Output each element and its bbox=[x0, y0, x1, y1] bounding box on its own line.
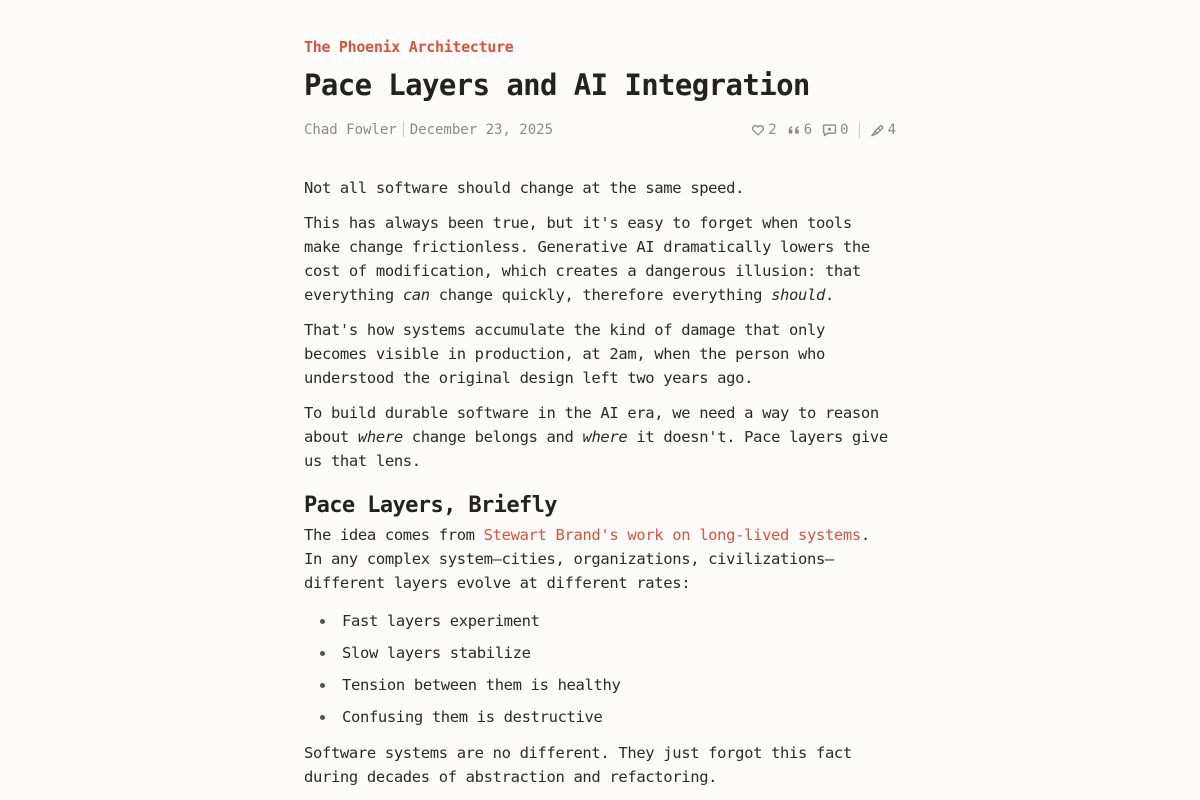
byline bbox=[304, 120, 553, 140]
paragraph-text: change quickly, therefore everything bbox=[429, 286, 772, 304]
paragraph-text: . In any complex system—cities, organizations, civilizations—different layers evolve at different rates: bbox=[304, 526, 870, 592]
publication-name[interactable]: The Phoenix Architecture bbox=[304, 38, 514, 56]
article bbox=[304, 36, 896, 800]
post-body bbox=[304, 176, 896, 789]
list-item: Tension between them is healthy bbox=[304, 673, 896, 697]
emphasis-text: where bbox=[357, 428, 403, 446]
list-item: Confusing them is destructive bbox=[304, 705, 896, 729]
emphasis-text: should bbox=[771, 286, 825, 304]
restack-button[interactable] bbox=[787, 120, 812, 140]
restack-count: 6 bbox=[803, 122, 813, 138]
paragraph-text: The idea comes from bbox=[304, 526, 484, 544]
byline-divider bbox=[403, 121, 404, 137]
post-stats bbox=[751, 120, 896, 140]
post-title: Pace Layers and AI Integration bbox=[304, 68, 810, 102]
emphasis-text: can bbox=[402, 286, 430, 304]
post-meta bbox=[304, 120, 896, 140]
comment-icon bbox=[822, 123, 837, 137]
share-button[interactable] bbox=[870, 120, 896, 140]
bullet-list bbox=[304, 609, 896, 729]
paragraph bbox=[304, 523, 896, 595]
paragraph-text: change belongs and bbox=[402, 428, 583, 446]
section-heading: Pace Layers, Briefly bbox=[304, 493, 557, 518]
share-icon bbox=[870, 123, 885, 137]
list-item: Slow layers stabilize bbox=[304, 641, 896, 665]
like-button[interactable] bbox=[751, 120, 776, 140]
paragraph-text: it doesn't. Pace layers give us that lens. bbox=[304, 428, 888, 470]
comment-button[interactable] bbox=[822, 120, 848, 140]
paragraph bbox=[304, 211, 896, 307]
emphasis-text: where bbox=[582, 428, 628, 446]
stewart-brand-link[interactable]: Stewart Brand's work on long-lived systems bbox=[483, 526, 861, 544]
paragraph: That's how systems accumulate the kind of damage that only becomes visible in production, at 2am, when the person who understood the original design left two years ago. bbox=[304, 321, 825, 387]
comment-count: 0 bbox=[840, 122, 849, 138]
quote-icon bbox=[787, 123, 801, 137]
post-date: December 23, 2025 bbox=[409, 122, 554, 138]
stats-divider bbox=[859, 122, 860, 138]
heart-icon bbox=[751, 123, 765, 137]
paragraph: Not all software should change at the same speed. bbox=[304, 179, 745, 197]
paragraph-text: This has always been true, but it's easy to forget when tools make change frictionless. Generative AI dramatically lowers the cost of modification, which creates a dangerous illusion: that everything bbox=[304, 214, 870, 304]
like-count: 2 bbox=[768, 122, 777, 138]
paragraph: Software systems are no different. They just forgot this fact during decades of abstraction and refactoring. bbox=[304, 744, 852, 786]
paragraph-text: To build durable software in the AI era, we need a way to reason about bbox=[304, 404, 879, 446]
share-count: 4 bbox=[887, 122, 896, 138]
paragraph bbox=[304, 401, 896, 473]
author-name[interactable]: Chad Fowler bbox=[304, 122, 397, 138]
paragraph-text: . bbox=[824, 286, 834, 304]
list-item: Fast layers experiment bbox=[304, 609, 896, 633]
